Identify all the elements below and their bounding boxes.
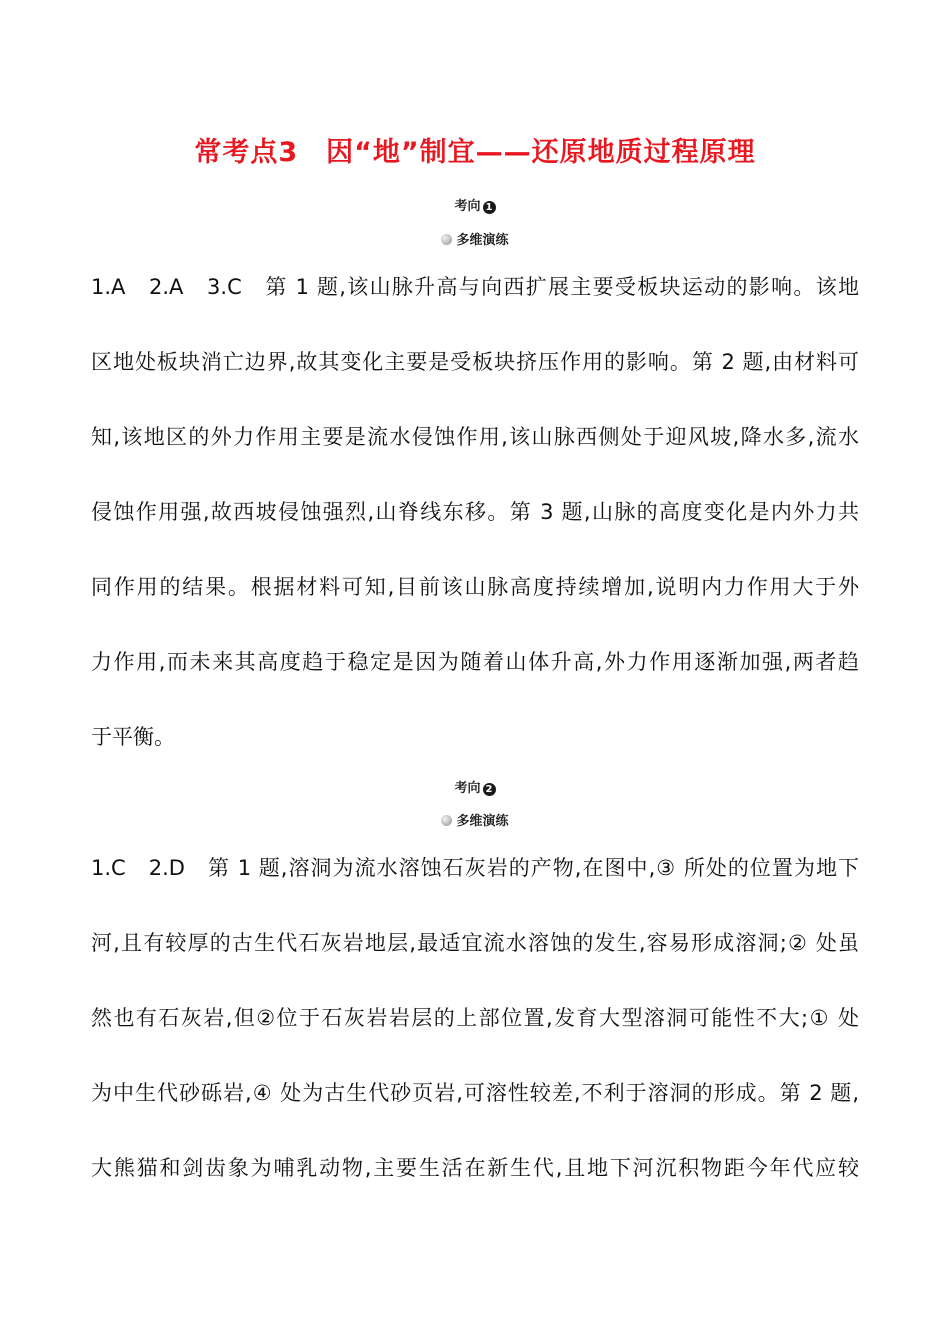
section1-subheading-label: 多维演练 (456, 233, 509, 248)
section1-subheading (0, 229, 950, 248)
section2-subheading-label: 多维演练 (456, 814, 509, 829)
page-title: 常考点3 因“地”制宜——还原地质过程原理 (194, 137, 756, 168)
section1-answer-paragraph (91, 250, 859, 775)
section1-heading-label: 考向 (454, 199, 481, 214)
section2-heading-label: 考向 (454, 781, 481, 796)
paragraph-line: 区地处板块消亡边界,故其变化主要是受板块挤压作用的影响。第 2 题,由材料可 (91, 350, 859, 374)
paragraph-line: 河,且有较厚的古生代石灰岩地层,最适宜流水溶蚀的发生,容易形成溶洞;② 处虽 (91, 931, 859, 955)
paragraph-line: 为中生代砂砾岩,④ 处为古生代砂页岩,可溶性较差,不利于溶洞的形成。第 2 题, (91, 1081, 859, 1105)
paragraph-line: 知,该地区的外力作用主要是流水侵蚀作用,该山脉西侧处于迎风坡,降水多,流水 (91, 425, 859, 449)
section2-heading (0, 777, 950, 796)
section1-heading (0, 195, 950, 214)
paragraph-line: 力作用,而未来其高度趋于稳定是因为随着山体升高,外力作用逐渐加强,两者趋 (91, 650, 859, 674)
paragraph-line: 同作用的结果。根据材料可知,目前该山脉高度持续增加,说明内力作用大于外 (91, 575, 859, 599)
number-1-badge-icon: 1 (483, 201, 496, 214)
paragraph-line: 侵蚀作用强,故西坡侵蚀强烈,山脊线东移。第 3 题,山脉的高度变化是内外力共 (91, 500, 859, 524)
paragraph-line: 大熊猫和剑齿象为哺乳动物,主要生活在新生代,且地下河沉积物距今年代应较 (91, 1156, 859, 1180)
section2-subheading (0, 810, 950, 829)
swirl-bullet-icon (441, 815, 452, 826)
paragraph-line: 于平衡。 (91, 725, 175, 749)
swirl-bullet-icon (441, 234, 452, 245)
paragraph-line: 1.A 2.A 3.C 第 1 题,该山脉升高与向西扩展主要受板块运动的影响。该地 (91, 275, 859, 299)
paragraph-line: 然也有石灰岩,但②位于石灰岩岩层的上部位置,发育大型溶洞可能性不大;① 处 (91, 1006, 859, 1030)
paragraph-line: 1.C 2.D 第 1 题,溶洞为流水溶蚀石灰岩的产物,在图中,③ 所处的位置为地下 (91, 856, 859, 880)
number-2-badge-icon: 2 (483, 783, 496, 796)
section2-answer-paragraph (91, 831, 859, 1206)
